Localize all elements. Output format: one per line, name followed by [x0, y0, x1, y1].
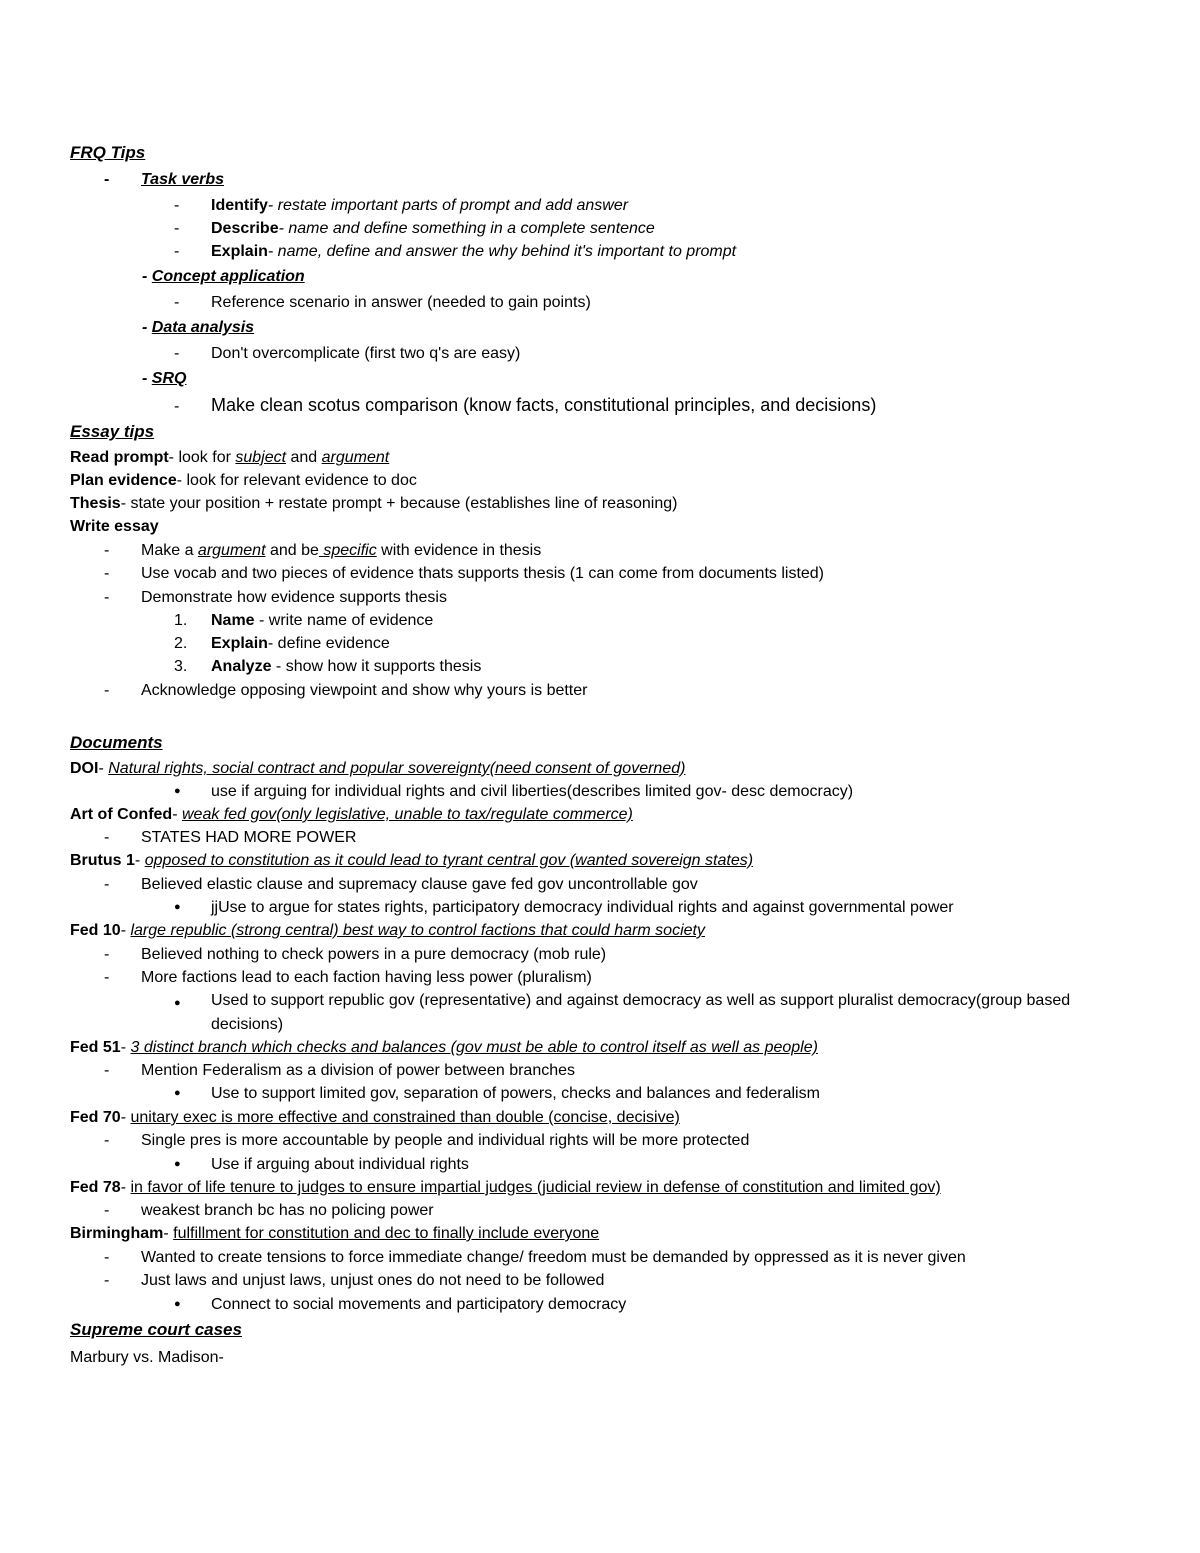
essay-heading: Essay tips	[70, 422, 155, 441]
birmingham-item-1: - Wanted to create tensions to force immediate change/ freedom must be demanded by oppressed as it is never given	[104, 1249, 966, 1266]
explain-item: - Explain- name, define and answer the why behind it's important to prompt	[174, 243, 737, 260]
scotus-heading: Supreme court cases	[70, 1320, 242, 1339]
write-item-3: - Demonstrate how evidence supports thesis	[104, 589, 447, 606]
fed10-bullet: ● Used to support republic gov (representative) and against democracy as well as support pluralist democracy(group based decisions)	[174, 992, 1071, 1033]
write-item-1: - Make a argument and be specific with evidence in thesis	[104, 542, 542, 559]
identify-item: - Identify- restate important parts of prompt and add answer	[174, 197, 629, 214]
brutus-item: - Believed elastic clause and supremacy clause gave fed gov uncontrollable gov	[104, 876, 698, 893]
data-item: - Don't overcomplicate (first two q's are easy)	[174, 345, 521, 362]
plan-evidence-line: Plan evidence- look for relevant evidence to doc	[70, 472, 417, 489]
brutus-line: Brutus 1- opposed to constitution as it could lead to tyrant central gov (wanted sovereign states)	[70, 852, 754, 869]
fed70-line: Fed 70- unitary exec is more effective and constrained than double (concise, decisive)	[70, 1109, 680, 1126]
doi-bullet: ● use if arguing for individual rights and civil liberties(describes limited gov- desc democracy)	[174, 783, 854, 800]
scotus-case-1: Marbury vs. Madison-	[70, 1349, 224, 1366]
birmingham-line: Birmingham- fulfillment for constitution and dec to finally include everyone	[70, 1225, 600, 1242]
concept-application-heading: - Concept application	[142, 268, 305, 285]
aoc-item: - STATES HAD MORE POWER	[104, 829, 357, 846]
fed70-bullet: ● Use if arguing about individual rights	[174, 1156, 469, 1173]
fed10-item-2: - More factions lead to each faction having less power (pluralism)	[104, 969, 592, 986]
data-analysis-heading: - Data analysis	[142, 319, 255, 336]
write-item-2: - Use vocab and two pieces of evidence thats supports thesis (1 can come from documents listed)	[104, 565, 825, 582]
fed10-line: Fed 10- large republic (strong central) best way to control factions that could harm society	[70, 922, 705, 939]
fed78-item: - weakest branch bc has no policing power	[104, 1202, 434, 1219]
numbered-item-3: 3. Analyze - show how it supports thesis	[174, 658, 482, 675]
describe-item: - Describe- name and define something in a complete sentence	[174, 220, 655, 237]
concept-item: - Reference scenario in answer (needed to gain points)	[174, 294, 591, 311]
write-essay-line: Write essay	[70, 518, 159, 535]
doi-line: DOI- Natural rights, social contract and popular sovereignty(need consent of governed)	[70, 760, 686, 777]
read-prompt-line: Read prompt- look for subject and argument	[70, 449, 390, 466]
brutus-bullet: ● jjUse to argue for states rights, participatory democracy individual rights and against governmental power	[174, 899, 954, 916]
fed51-line: Fed 51- 3 distinct branch which checks and balances (gov must be able to control itself as well as people)	[70, 1039, 818, 1056]
fed70-item: - Single pres is more accountable by people and individual rights will be more protected	[104, 1132, 750, 1149]
numbered-item-1: 1. Name - write name of evidence	[174, 612, 434, 629]
frq-heading: FRQ Tips	[70, 143, 146, 162]
write-item-4: - Acknowledge opposing viewpoint and show why yours is better	[104, 682, 588, 699]
art-of-confed-line: Art of Confed- weak fed gov(only legislative, unable to tax/regulate commerce)	[70, 806, 633, 823]
task-verbs-heading: - Task verbs	[104, 171, 225, 188]
srq-heading: - SRQ	[142, 370, 187, 387]
fed51-item: - Mention Federalism as a division of power between branches	[104, 1062, 576, 1079]
fed51-bullet: ● Use to support limited gov, separation of powers, checks and balances and federalism	[174, 1085, 820, 1102]
thesis-line: Thesis- state your position + restate prompt + because (establishes line of reasoning)	[70, 495, 678, 512]
numbered-item-2: 2. Explain- define evidence	[174, 635, 390, 652]
fed78-line: Fed 78- in favor of life tenure to judges to ensure impartial judges (judicial review in defense of constitution and limited gov)	[70, 1179, 941, 1196]
srq-item: - Make clean scotus comparison (know facts, constitutional principles, and decisions)	[174, 395, 877, 415]
birmingham-bullet: ● Connect to social movements and participatory democracy	[174, 1296, 627, 1313]
birmingham-item-2: - Just laws and unjust laws, unjust ones do not need to be followed	[104, 1272, 605, 1289]
documents-heading: Documents	[70, 733, 163, 752]
fed10-item-1: - Believed nothing to check powers in a pure democracy (mob rule)	[104, 946, 607, 963]
